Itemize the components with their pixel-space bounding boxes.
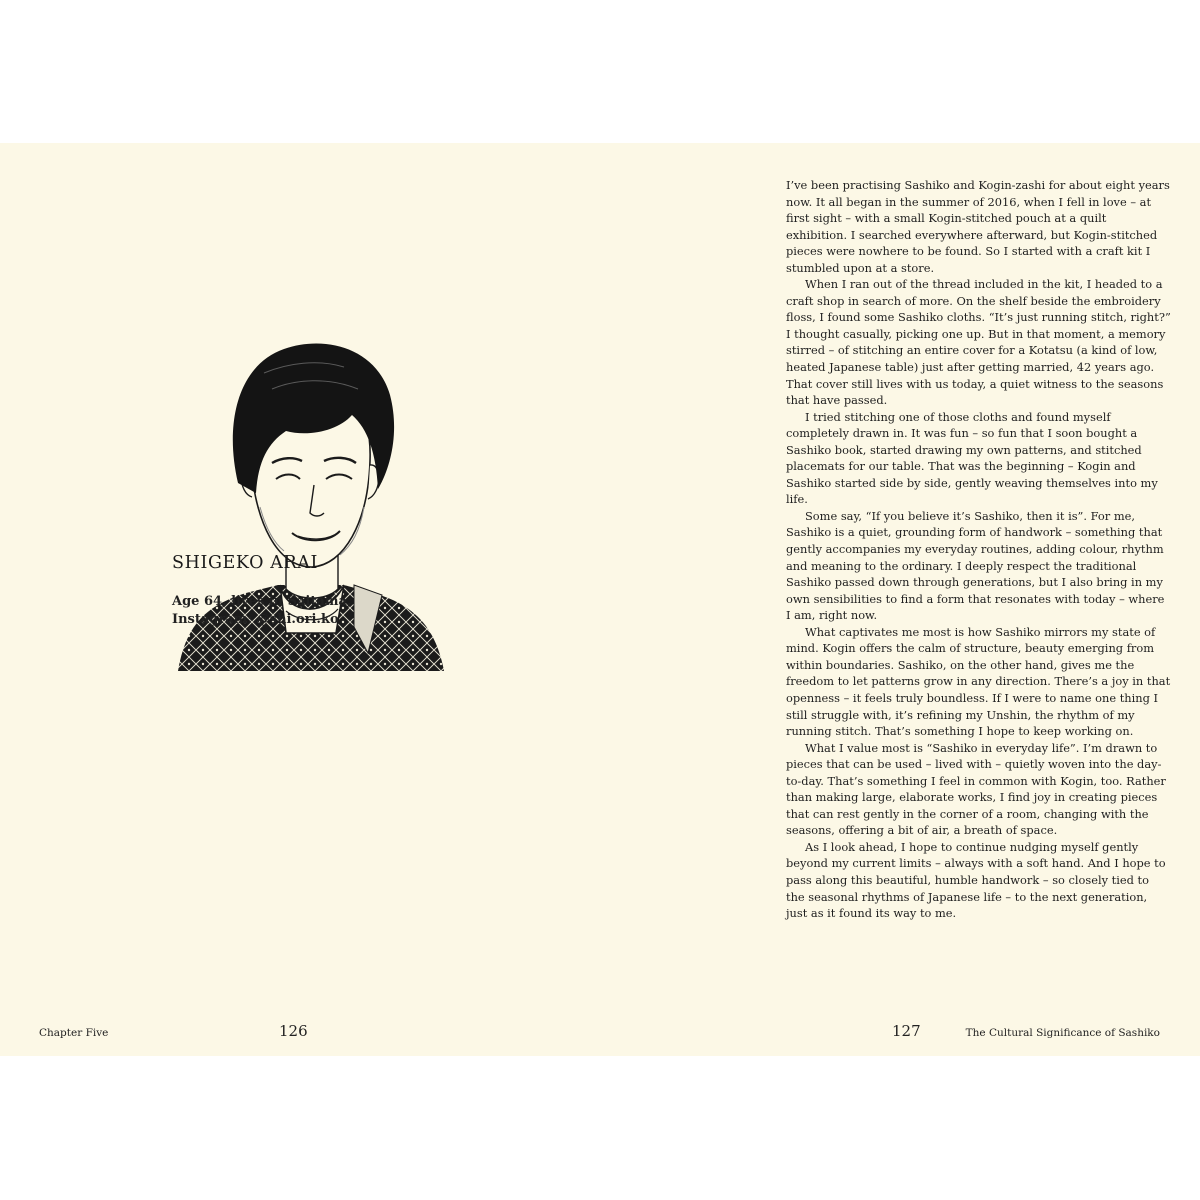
paragraph: Some say, “If you believe it’s Sashiko, then it is”. For me, Sashiko is a quiet, grounding form of handwork – something that gently accompanies my everyday routines, adding colour, rhythm and meaning to the ordinary. I deeply respect the traditional Sashiko passed down through generations, but I also bring in my own sensibilities to find a form that resonates with today – where I am, right now. [786, 508, 1165, 623]
paragraph: What captivates me most is how Sashiko mirrors my state of mind. Kogin offers the calm of structure, beauty emerging from within boundaries. Sashiko, on the other hand, gives me the freedom to let patterns grow in any direction. There’s a joy in that openness – it feels truly boundless. If I were to name one thing I still struggle with, it’s refining my Unshin, the rhythm of my running stitch. That’s something I hope to keep working on. [786, 624, 1171, 739]
page-number-left: 126 [279, 1022, 308, 1040]
footer-chapter: Chapter Five [39, 1027, 109, 1039]
book-spread [0, 143, 1200, 1056]
paragraph: As I look ahead, I hope to continue nudging myself gently beyond my current limits – always with a soft hand. And I hope to pass along this beautiful, humble handwork – so closely tied to the seasonal rhythms of Japanese life – to the next generation, just as it found its way to me. [786, 839, 1166, 921]
person-instagram: Instagram: @shi.ori.ko [172, 612, 339, 627]
person-age-location: Age 64, lives in Saitama, [172, 594, 352, 609]
person-name: SHIGEKO ARAI [172, 553, 318, 573]
paragraph: What I value most is “Sashiko in everyday life”. I’m drawn to pieces that can be used – lived with – quietly woven into the day-to-day. That’s something I feel in common with Kogin, too. Rather than making large, elaborate works, I find joy in creating pieces that can rest gently in the corner of a room, changing with the seasons, offering a bit of air, a breath of space. [786, 740, 1166, 838]
page-number-right: 127 [892, 1022, 921, 1040]
person-meta [172, 593, 351, 629]
interview-body [786, 177, 1171, 922]
footer-section-title: The Cultural Significance of Sashiko [965, 1027, 1160, 1039]
paragraph: I tried stitching one of those cloths and found myself completely drawn in. It was fun – so fun that I soon bought a Sashiko book, started drawing my own patterns, and stitched placemats for our table. That was the beginning – Kogin and Sashiko started side by side, gently weaving themselves into my life. [786, 409, 1158, 507]
paragraph: When I ran out of the thread included in the kit, I headed to a craft shop in search of more. On the shelf beside the embroidery floss, I found some Sashiko cloths. “It’s just running stitch, right?” I thought casually, picking one up. But in that moment, a memory stirred – of stitching an entire cover for a Kotatsu (a kind of low, heated Japanese table) just after getting married, 42 years ago. That cover still lives with us today, a quiet witness to the seasons that have passed. [786, 277, 1171, 408]
paragraph: I’ve been practising Sashiko and Kogin-zashi for about eight years now. It all began in the summer of 2016, when I fell in love – at first sight – with a small Kogin-stitched pouch at a quilt exhibition. I searched everywhere afterward, but Kogin-stitched pieces were nowhere to be found. So I started with a craft kit I stumbled upon at a store. [786, 178, 1170, 275]
